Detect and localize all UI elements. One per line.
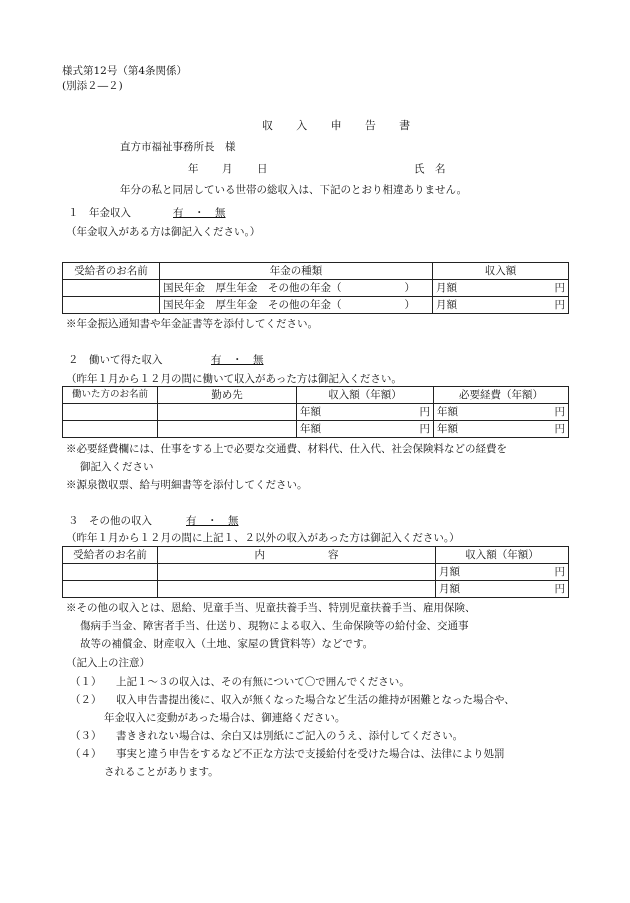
employer-field[interactable] <box>158 421 297 438</box>
section3-note: 傷病手当金、障害者手当、仕送り、現物による収入、生命保険等の給付金、交通事 <box>80 620 469 632</box>
column-header: 受給者のお名前 <box>63 263 160 280</box>
table-row <box>63 404 569 421</box>
amount-field[interactable]: 月額 円 <box>436 564 569 581</box>
pension-type-field[interactable]: 国民年金 厚生年金 その他の年金（ ） <box>160 280 433 297</box>
attachment-label: (別添２―２) <box>62 80 123 92</box>
column-header: 年金の種類 <box>160 263 433 280</box>
table-row <box>63 297 569 314</box>
instruction-number: （４） <box>70 748 102 760</box>
section3-note: ※その他の収入とは、恩給、児童手当、児童扶養手当、特別児童扶養手当、雇用保険、 <box>66 602 476 614</box>
date-year-label: 年 <box>188 163 199 175</box>
column-header: 受給者のお名前 <box>63 547 158 564</box>
column-header: 勤め先 <box>158 387 297 404</box>
recipient-name-field[interactable] <box>63 280 160 297</box>
instruction-text: 書ききれない場合は、余白又は別紙にご記入のうえ、添付してください。 <box>116 730 464 742</box>
table-row <box>63 421 569 438</box>
expense-field[interactable]: 年額 円 <box>434 421 569 438</box>
column-header: 働いた方のお名前 <box>63 387 158 404</box>
section2-note: ※必要経費欄には、仕事をする上で必要な交通費、材料代、仕入代、社会保険料などの経費を <box>66 443 507 455</box>
instruction-text: 収入申告書提出後に、収入が無くなった場合など生活の維持が困難となった場合や、 <box>116 694 515 706</box>
amount-field[interactable]: 月額 円 <box>436 581 569 598</box>
worker-name-field[interactable] <box>63 404 158 421</box>
section2-heading: ２ 働いて得た収入 <box>68 354 163 366</box>
column-header: 必要経費（年額） <box>434 387 569 404</box>
instructions-heading: （記入上の注意） <box>66 657 150 669</box>
form-number: 様式第12号（第4条関係） <box>62 65 188 77</box>
instruction-number: （２） <box>70 694 102 706</box>
section1-instruction: （年金収入がある方は御記入ください。） <box>66 226 261 238</box>
amount-field[interactable]: 月額 円 <box>433 297 569 314</box>
column-header: 収入額（年額） <box>436 547 569 564</box>
worker-name-field[interactable] <box>63 421 158 438</box>
pension-type-field[interactable]: 国民年金 厚生年金 その他の年金（ ） <box>160 297 433 314</box>
date-month-label: 月 <box>222 163 233 175</box>
recipient-name-field[interactable] <box>63 581 158 598</box>
income-field[interactable]: 年額 円 <box>297 404 434 421</box>
table-header-row <box>63 547 569 564</box>
content-field[interactable] <box>158 564 436 581</box>
table-header-row <box>63 263 569 280</box>
table-header-row <box>63 387 569 404</box>
column-header: 収入額 <box>433 263 569 280</box>
instruction-number: （１） <box>70 676 102 688</box>
recipient-name-field[interactable] <box>63 564 158 581</box>
table-row <box>63 564 569 581</box>
section3-heading: ３ その他の収入 <box>68 515 152 527</box>
table-row <box>63 581 569 598</box>
column-header: 内 容 <box>158 547 436 564</box>
section3-choice[interactable]: 有 ・ 無 <box>186 515 239 527</box>
column-header: 収入額（年額） <box>297 387 434 404</box>
amount-field[interactable]: 月額 円 <box>433 280 569 297</box>
section2-note: 御記入ください <box>80 461 154 473</box>
content-field[interactable] <box>158 581 436 598</box>
income-field[interactable]: 年額 円 <box>297 421 434 438</box>
section3-note: 故等の補償金、財産収入（土地、家屋の賃貸料等）などです。 <box>80 638 374 650</box>
table-row <box>63 280 569 297</box>
page-title: 収 入 申 告 書 <box>262 119 421 132</box>
work-income-table <box>62 386 569 438</box>
other-income-table <box>62 546 569 598</box>
section1-choice[interactable]: 有 ・ 無 <box>173 207 226 219</box>
instruction-text: 事実と違う申告をするなど不正な方法で支援給付を受けた場合は、法律により処罰 <box>116 748 505 760</box>
section2-instruction: （昨年１月から１２月の間に働いて収入があった方は御記入ください。 <box>66 373 402 385</box>
addressee: 直方市福祉事務所長 様 <box>120 141 236 153</box>
date-day-label: 日 <box>257 163 268 175</box>
section1-heading: １ 年金収入 <box>68 207 131 219</box>
section1-note: ※年金振込通知書や年金証書等を添付してください。 <box>66 318 318 330</box>
declaration-text: 年分の私と同居している世帯の総収入は、下記のとおり相違ありません。 <box>120 184 468 196</box>
section2-note: ※源泉徴収票、給与明細書等を添付してください。 <box>66 479 308 491</box>
employer-field[interactable] <box>158 404 297 421</box>
instruction-number: （３） <box>70 730 102 742</box>
recipient-name-field[interactable] <box>63 297 160 314</box>
instruction-text: されることがあります。 <box>104 766 219 778</box>
instruction-text: 年金収入に変動があった場合は、御連絡ください。 <box>104 712 346 724</box>
section3-instruction: （昨年１月から１２月の間に上記１、２以外の収入があった方は御記入ください。） <box>66 532 460 544</box>
instruction-text: 上記１～３の収入は、その有無について〇で囲んでください。 <box>116 676 410 688</box>
section2-choice[interactable]: 有 ・ 無 <box>211 354 264 366</box>
expense-field[interactable]: 年額 円 <box>434 404 569 421</box>
pension-table <box>62 262 569 314</box>
applicant-name-label: 氏 名 <box>414 163 446 175</box>
